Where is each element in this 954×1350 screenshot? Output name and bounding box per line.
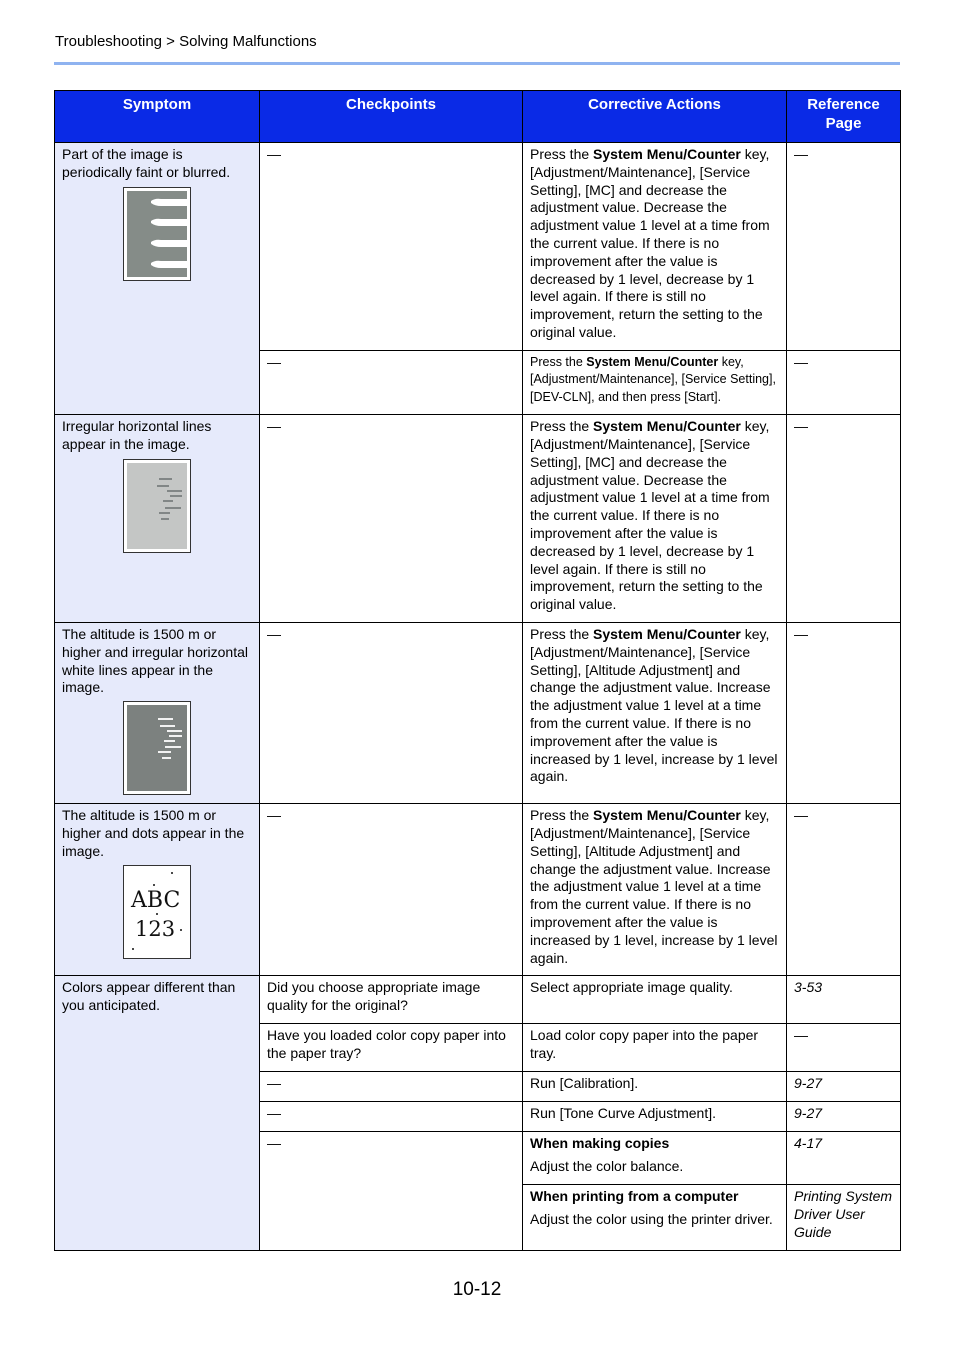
action-cell: When printing from a computer Adjust the color using the printer driver. bbox=[523, 1185, 787, 1251]
action-cell: Press the System Menu/Counter key, [Adjustment/Maintenance], [Service Setting], [MC] and decrease the adjustment value. Decrease the adjustment value 1 level at a time from the current value. If there is no improvement after the value is decreased by 1 level, decrease by 1 level again. If there is still no improvement, return the setting to the original value. bbox=[523, 143, 787, 351]
header-checkpoints: Checkpoints bbox=[260, 91, 523, 143]
table-row bbox=[55, 804, 901, 976]
table-row bbox=[55, 143, 901, 351]
action-title: When printing from a computer bbox=[530, 1188, 739, 1205]
symptom-text: Part of the image is periodically faint or blurred. bbox=[62, 146, 231, 180]
symptom-cell bbox=[55, 804, 260, 976]
checkpoint-cell: — bbox=[260, 1102, 523, 1132]
table-row bbox=[55, 415, 901, 623]
symptom-text: The altitude is 1500 m or higher and irregular horizontal white lines appear in the image. bbox=[62, 626, 248, 696]
action-cell: When making copies Adjust the color balance. bbox=[523, 1132, 787, 1185]
reference-cell: — bbox=[787, 143, 901, 351]
sample-text-abc: ABC bbox=[131, 887, 181, 913]
action-cell: Select appropriate image quality. bbox=[523, 976, 787, 1024]
header-corrective-actions: Corrective Actions bbox=[523, 91, 787, 143]
checkpoint-cell: — bbox=[260, 1132, 523, 1251]
checkpoint-cell: Have you loaded color copy paper into the paper tray? bbox=[260, 1024, 523, 1072]
reference-cell: — bbox=[787, 804, 901, 976]
checkpoint-cell: — bbox=[260, 623, 523, 804]
checkpoint-cell: — bbox=[260, 415, 523, 623]
reference-cell: 9-27 bbox=[787, 1102, 901, 1132]
checkpoint-cell: — bbox=[260, 1072, 523, 1102]
horizontal-lines-sample-icon bbox=[123, 459, 191, 553]
header-reference-page: Reference Page bbox=[787, 91, 901, 143]
action-cell: Press the System Menu/Counter key, [Adjustment/Maintenance], [Service Setting], [Altitude Adjustment] and change the adjustment value. Increase the adjustment value 1 level at a time from the current value. If there is no improvement after the value is increased by 1 level, increase by 1 level again. bbox=[523, 623, 787, 804]
action-cell: Load color copy paper into the paper tray. bbox=[523, 1024, 787, 1072]
action-cell: Run [Tone Curve Adjustment]. bbox=[523, 1102, 787, 1132]
page-number: 10-12 bbox=[452, 1279, 502, 1300]
reference-cell: — bbox=[787, 1024, 901, 1072]
reference-cell: 3-53 bbox=[787, 976, 901, 1024]
symptom-text: Irregular horizontal lines appear in the image. bbox=[62, 418, 212, 453]
reference-cell: 9-27 bbox=[787, 1072, 901, 1102]
action-cell: Press the System Menu/Counter key, [Adjustment/Maintenance], [Service Setting], [DEV-CLN], and then press [Start]. bbox=[523, 350, 787, 415]
symptom-text: The altitude is 1500 m or higher and dots appear in the image. bbox=[62, 807, 245, 859]
action-cell: Press the System Menu/Counter key, [Adjustment/Maintenance], [Service Setting], [MC] and decrease the adjustment value. Decrease the adjustment value 1 level at a time from the current value. If there is no improvement after the value is decreased by 1 level, decrease by 1 level again. If there is still no improvement, return the setting to the original value. bbox=[523, 415, 787, 623]
checkpoint-cell: — bbox=[260, 143, 523, 351]
action-cell: Press the System Menu/Counter key, [Adjustment/Maintenance], [Service Setting], [Altitude Adjustment] and change the adjustment value. Increase the adjustment value 1 level at a time from the current value. If there is no improvement after the value is increased by 1 level, increase by 1 level again. bbox=[523, 804, 787, 976]
checkpoint-cell: — bbox=[260, 804, 523, 976]
white-lines-sample-icon bbox=[123, 701, 191, 795]
header-symptom: Symptom bbox=[55, 91, 260, 143]
sample-text-123: 123 bbox=[135, 916, 176, 941]
header-rule bbox=[54, 62, 900, 65]
table-header-row bbox=[55, 91, 901, 143]
reference-cell: — bbox=[787, 623, 901, 804]
reference-cell: 4-17 bbox=[787, 1132, 901, 1185]
reference-cell: — bbox=[787, 350, 901, 415]
action-title: When making copies bbox=[530, 1135, 670, 1152]
faint-image-sample-icon bbox=[123, 187, 191, 281]
symptom-cell bbox=[55, 976, 260, 1251]
breadcrumb: Troubleshooting > Solving Malfunctions bbox=[55, 33, 317, 50]
reference-cell: Printing System Driver User Guide bbox=[787, 1185, 901, 1251]
action-cell: Run [Calibration]. bbox=[523, 1072, 787, 1102]
checkpoint-cell: — bbox=[260, 350, 523, 415]
symptom-text: Colors appear different than you anticipated. bbox=[62, 979, 236, 1014]
symptom-cell bbox=[55, 623, 260, 804]
table-row bbox=[55, 976, 901, 1024]
symptom-cell bbox=[55, 143, 260, 415]
table-row bbox=[55, 623, 901, 804]
troubleshooting-table bbox=[54, 90, 901, 1251]
symptom-cell bbox=[55, 415, 260, 623]
reference-cell: — bbox=[787, 415, 901, 623]
dots-sample-icon bbox=[123, 865, 191, 959]
checkpoint-cell: Did you choose appropriate image quality for the original? bbox=[260, 976, 523, 1024]
